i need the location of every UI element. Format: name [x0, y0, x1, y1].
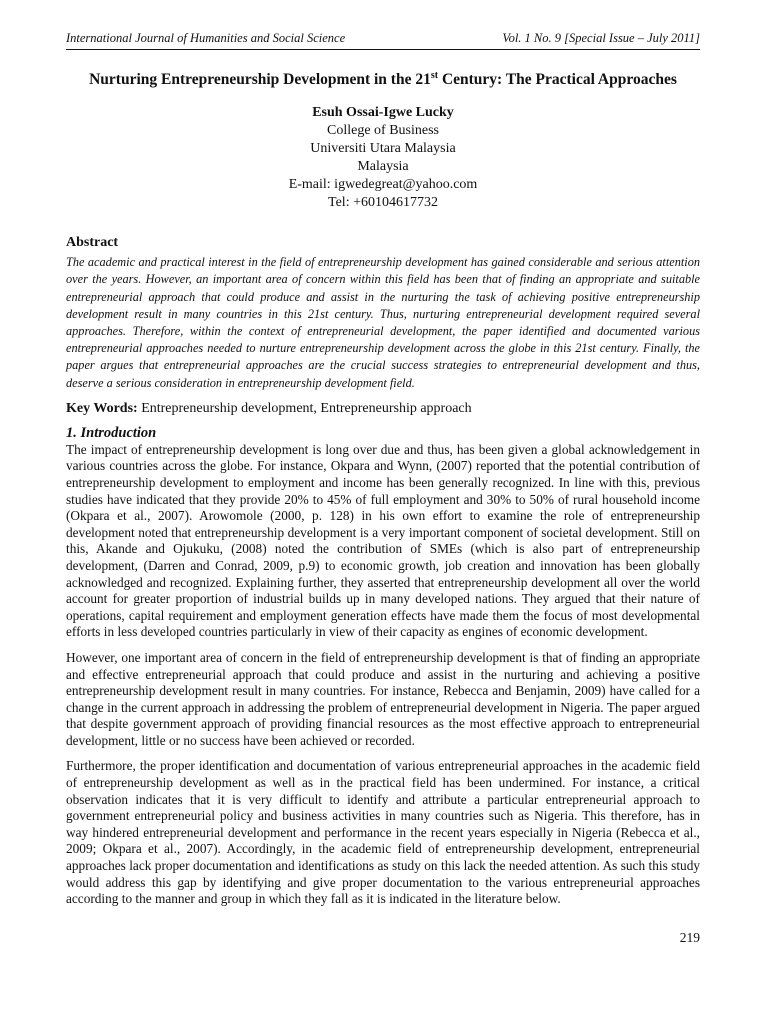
page	[66, 30, 700, 908]
paragraph: However, one important area of concern in the field of entrepreneurship development is that of finding an appropriate and effective entrepreneurial approach that could produce and assist in the nurturing and achieving a positive entrepreneurship development result in many countries. For instance, Rebecca and Benjamin, 2009) have called for a change in the current approach in addressing the problem of entrepreneurial development in Nigeria. The paper argued that despite government approach of providing financial resources as the most effective approach to entrepreneurial development, little or no success have been achieved or recorded.	[66, 649, 700, 748]
author-affiliation: College of Business	[327, 123, 439, 139]
paper-title: Nurturing Entrepreneurship Development in the 21st Century: The Practical Approaches	[89, 70, 677, 89]
journal-name: International Journal of Humanities and Social Science	[66, 31, 346, 45]
page-number: 219	[679, 930, 700, 945]
issue-info: Vol. 1 No. 9 [Special Issue – July 2011]	[502, 31, 700, 45]
keywords-label: Key Words:	[66, 400, 138, 416]
author-country: Malaysia	[357, 159, 409, 175]
paragraph: The impact of entrepreneurship development is long over due and thus, has been given a global acknowledgement in various countries across the globe. For instance, Okpara and Wynn, (2007) reported that the potential contribution of entrepreneurship development to employment and income has been generally recognized. In line with this, previous studies have indicated that they provide 20% to 45% of full employment and 30% to 50% of rural household income (Okpara et al., 2007). Arowomole (2000, p. 128) in his own effort to examine the role of entrepreneurship development noted that entrepreneurship development is a very important component of societal development. Still on this, Akande and Ojukuku, (2008) noted the contribution of SMEs (which is also part of entrepreneurship development, (Darren and Conrad, 2009, p.9) to economic growth, job creation and innovation has been globally acknowledged and recognized. Explaining further, they asserted that entrepreneurship development all over the world account for greater proportion of industrial builds up in many developed nations. They argued that their nature of operations, capital requirement and employment generation effects have made them the focus of most developmental efforts in less developed countries particularly in view of their capacity as engines of economic development.	[66, 441, 700, 640]
abstract-text: The academic and practical interest in the field of entrepreneurship development has gained considerable and serious attention over the years. However, an important area of concern within this field has been that of finding an appropriate and suitable entrepreneurial approach that could produce and assist in the nurturing the task of achieving positive entrepreneurship development result in many countries in this 21st century. Thus, nurturing entrepreneurial development required several approaches. Therefore, within the context of entrepreneurial development, the paper identified and documented various entrepreneurial approaches needed to nurture entrepreneurship development across the globe in this 21st century. Finally, the paper argues that entrepreneurial approaches are the crucial success strategies to entrepreneurial development and thus, deserve a serious consideration in entrepreneurship development field.	[66, 255, 700, 390]
abstract-heading: Abstract	[66, 235, 119, 251]
section-heading-introduction: 1. Introduction	[66, 424, 157, 441]
author-name: Esuh Ossai-Igwe Lucky	[312, 105, 454, 121]
paragraph: Furthermore, the proper identification and documentation of various entrepreneurial approaches in the academic field of entrepreneurship development as well as in the practical field has been undermined. For instance, a critical observation indicates that it is very difficult to identify and attribute a particular entrepreneurial approach to government entrepreneurial policy and business activities in many countries such as Nigeria. This therefore, has in way hindered entrepreneurial development and performance in the recent years especially in Nigeria (Rebecca et al., 2009; Okpara et al., 2007). Accordingly, in the academic field of entrepreneurship development, entrepreneurial approaches lack proper documentation and identifications as study on this lack the needed attention. As such this study would address this gap by identifying and give proper documentation to the various entrepreneurial approaches according to the manner and group in which they fall as it is indicated in the literature below.	[66, 758, 700, 907]
author-tel: Tel: +60104617732	[328, 195, 438, 211]
author-university: Universiti Utara Malaysia	[310, 141, 456, 157]
keywords-text: Entrepreneurship development, Entrepreneurship approach	[137, 400, 472, 416]
author-email: E-mail: igwedegreat@yahoo.com	[288, 177, 478, 193]
author-block	[66, 104, 700, 212]
running-header	[66, 30, 700, 50]
keywords	[66, 400, 700, 418]
